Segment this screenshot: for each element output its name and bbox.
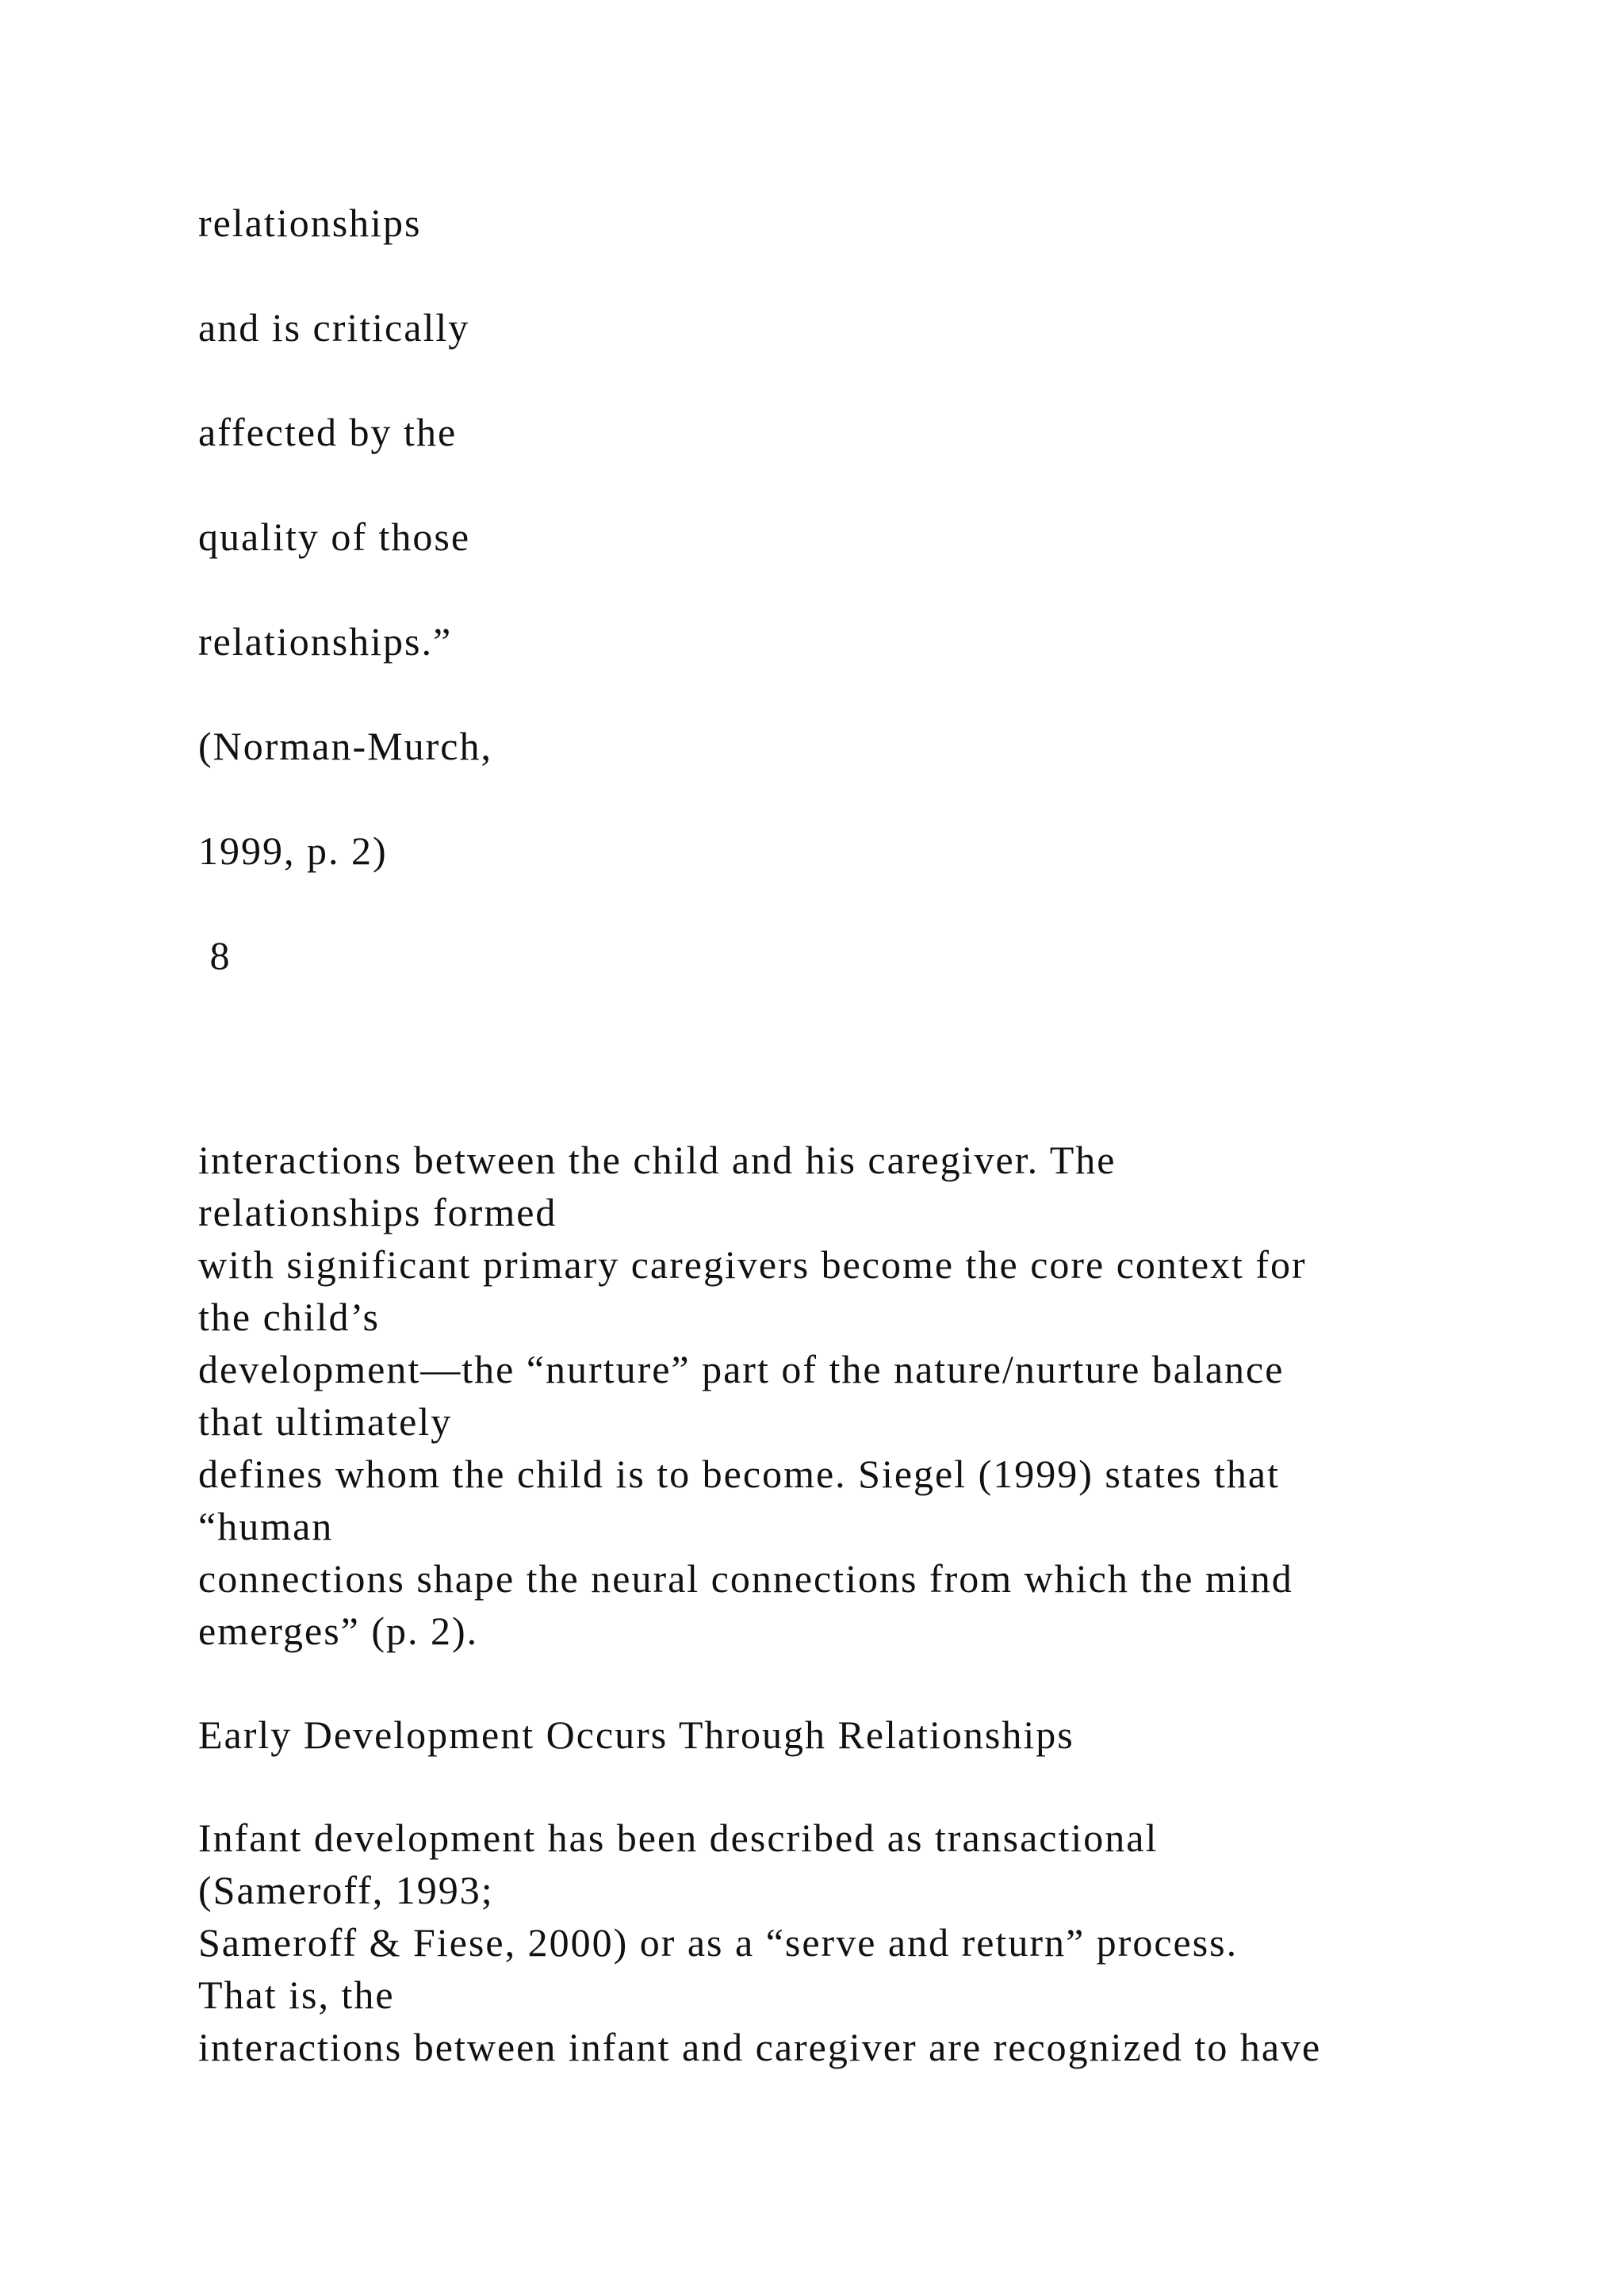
pull-quote-block	[198, 170, 1546, 1008]
body-paragraph	[198, 1134, 1546, 1657]
paragraph-line: the child’s	[198, 1295, 380, 1339]
quote-citation-line: 1999, p. 2)	[198, 828, 388, 873]
quote-line: relationships.”	[198, 619, 453, 664]
page-number: 8	[198, 933, 232, 978]
paragraph-line: interactions between the child and his caregiver. The	[198, 1138, 1116, 1182]
paragraph-line: Sameroff & Fiese, 2000) or as a “serve and return” process.	[198, 1920, 1239, 1965]
paragraph-line: Infant development has been described as transactional	[198, 1816, 1159, 1860]
quote-line: quality of those	[198, 515, 471, 559]
quote-line: and is critically	[198, 305, 470, 350]
body-paragraph	[198, 1812, 1546, 2073]
paragraph-line: interactions between infant and caregiver are recognized to have	[198, 2025, 1322, 2069]
paragraph-line: That is, the	[198, 1973, 395, 2017]
paragraph-line: (Sameroff, 1993;	[198, 1868, 494, 1912]
paragraph-line: relationships formed	[198, 1190, 557, 1234]
paragraph-line: development—the “nurture” part of the nature/nurture balance	[198, 1347, 1285, 1391]
quote-citation-line: (Norman-Murch,	[198, 724, 492, 768]
paragraph-line: with significant primary caregivers become the core context for	[198, 1242, 1307, 1287]
paragraph-line: “human	[198, 1504, 334, 1548]
section-heading	[198, 1709, 1546, 1761]
paragraph-line: that ultimately	[198, 1399, 453, 1444]
section-heading-text: Early Development Occurs Through Relationships	[198, 1712, 1074, 1757]
quote-line: affected by the	[198, 410, 458, 454]
quote-line: relationships	[198, 201, 422, 245]
paragraph-line: emerges” (p. 2).	[198, 1609, 479, 1653]
paragraph-line: defines whom the child is to become. Siegel (1999) states that	[198, 1452, 1280, 1496]
paragraph-line: connections shape the neural connections from which the mind	[198, 1556, 1293, 1601]
